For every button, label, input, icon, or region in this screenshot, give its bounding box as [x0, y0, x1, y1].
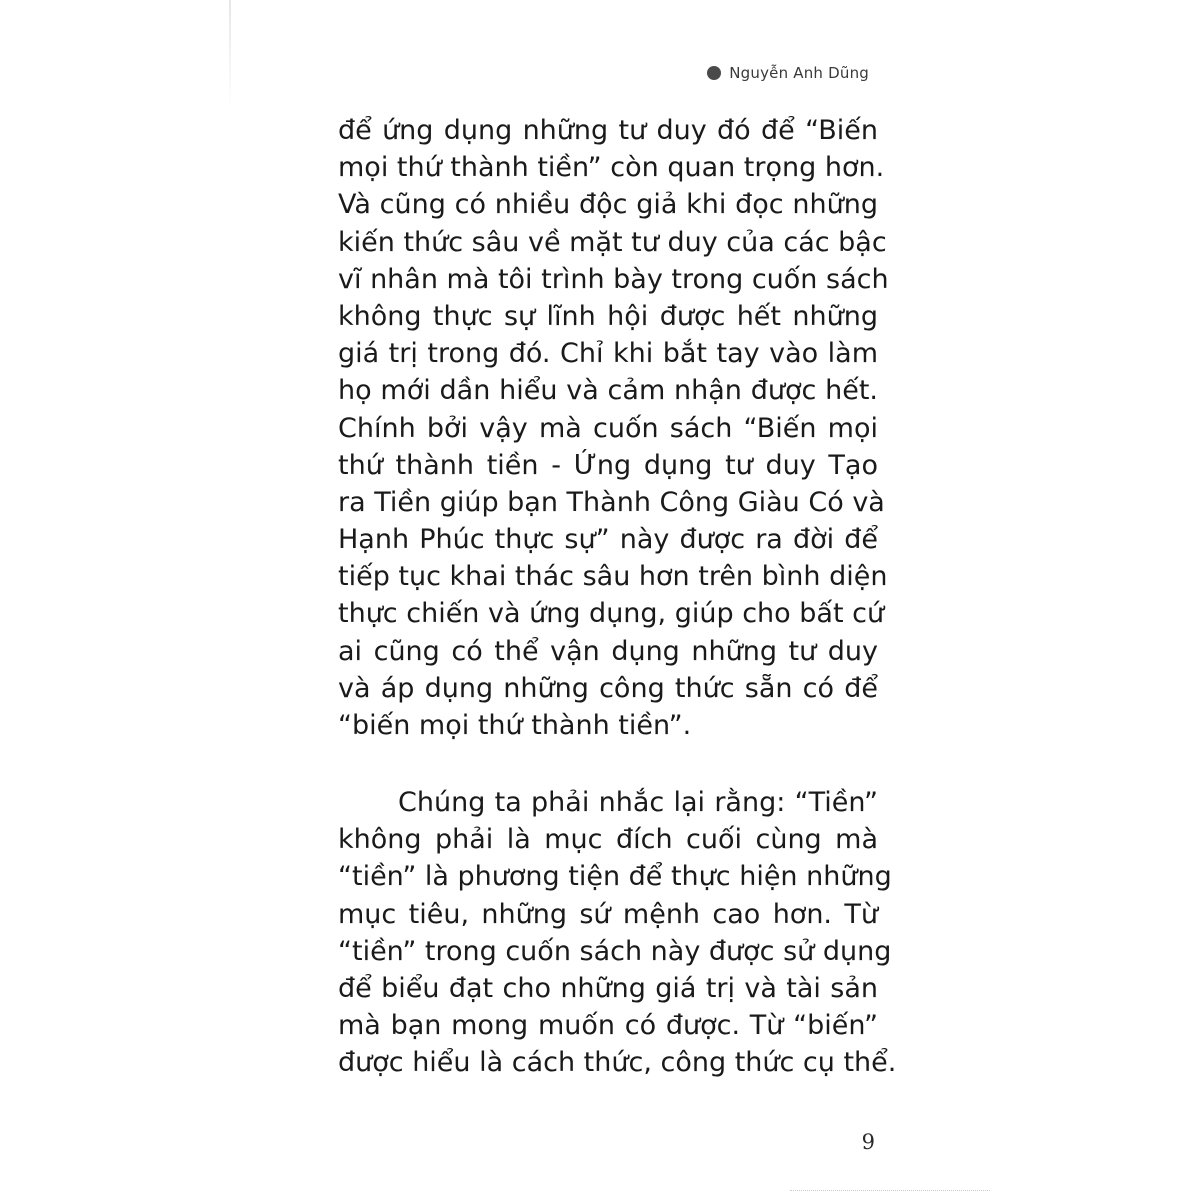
text-line: “tiền” trong cuốn sách này được sử dụng: [338, 935, 892, 967]
text-line: vĩ nhân mà tôi trình bày trong cuốn sách: [338, 263, 889, 295]
text-line: không thực sự lĩnh hội được hết những: [338, 300, 878, 332]
text-line: mục tiêu, những sứ mệnh cao hơn. Từ: [338, 898, 878, 930]
page-number: 9: [861, 1130, 875, 1154]
text-line: Chúng ta phải nhắc lại rằng: “Tiền”: [398, 787, 878, 818]
text-line: ai cũng có thể vận dụng những tư duy: [338, 635, 878, 667]
text-line: kiến thức sâu về mặt tư duy của các bậc: [338, 226, 887, 258]
author-name: Nguyễn Anh Dũng: [729, 64, 869, 82]
running-header: [707, 64, 869, 82]
text-line: Hạnh Phúc thực sự” này được ra đời để: [338, 524, 878, 556]
text-line: ra Tiền giúp bạn Thành Công Giàu Có và: [338, 486, 885, 518]
bullet-dot-icon: [707, 66, 721, 80]
body-paragraph-2: [338, 784, 897, 1082]
text-line: được hiểu là cách thức, công thức cụ thể.: [338, 1047, 897, 1079]
text-line: mà bạn mong muốn có được. Từ “biến”: [338, 1010, 878, 1042]
text-line: không phải là mục đích cuối cùng mà: [338, 824, 878, 856]
text-line: Và cũng có nhiều độc giả khi đọc những: [338, 189, 878, 221]
text-line: thực chiến và ứng dụng, giúp cho bất cứ: [338, 598, 885, 630]
text-line: “biến mọi thứ thành tiền”.: [338, 710, 692, 741]
text-line: Chính bởi vậy mà cuốn sách “Biến mọi: [338, 412, 878, 444]
text-line: “tiền” là phương tiện để thực hiện những: [338, 861, 892, 893]
text-line: mọi thứ thành tiền” còn quan trọng hơn.: [338, 152, 885, 184]
page-bottom-edge: [790, 1190, 990, 1192]
text-line: giá trị trong đó. Chỉ khi bắt tay vào làm: [338, 338, 878, 370]
body-paragraph-1: [338, 112, 889, 744]
text-line: thứ thành tiền - Ứng dụng tư duy Tạo: [338, 449, 878, 481]
text-line: để ứng dụng những tư duy đó để “Biến: [338, 115, 878, 146]
page-binding-edge: [229, 0, 231, 110]
text-line: để biểu đạt cho những giá trị và tài sản: [338, 972, 878, 1004]
text-line: họ mới dần hiểu và cảm nhận được hết.: [338, 375, 878, 407]
text-line: tiếp tục khai thác sâu hơn trên bình diện: [338, 561, 888, 593]
text-line: và áp dụng những công thức sẵn có để: [338, 672, 878, 704]
